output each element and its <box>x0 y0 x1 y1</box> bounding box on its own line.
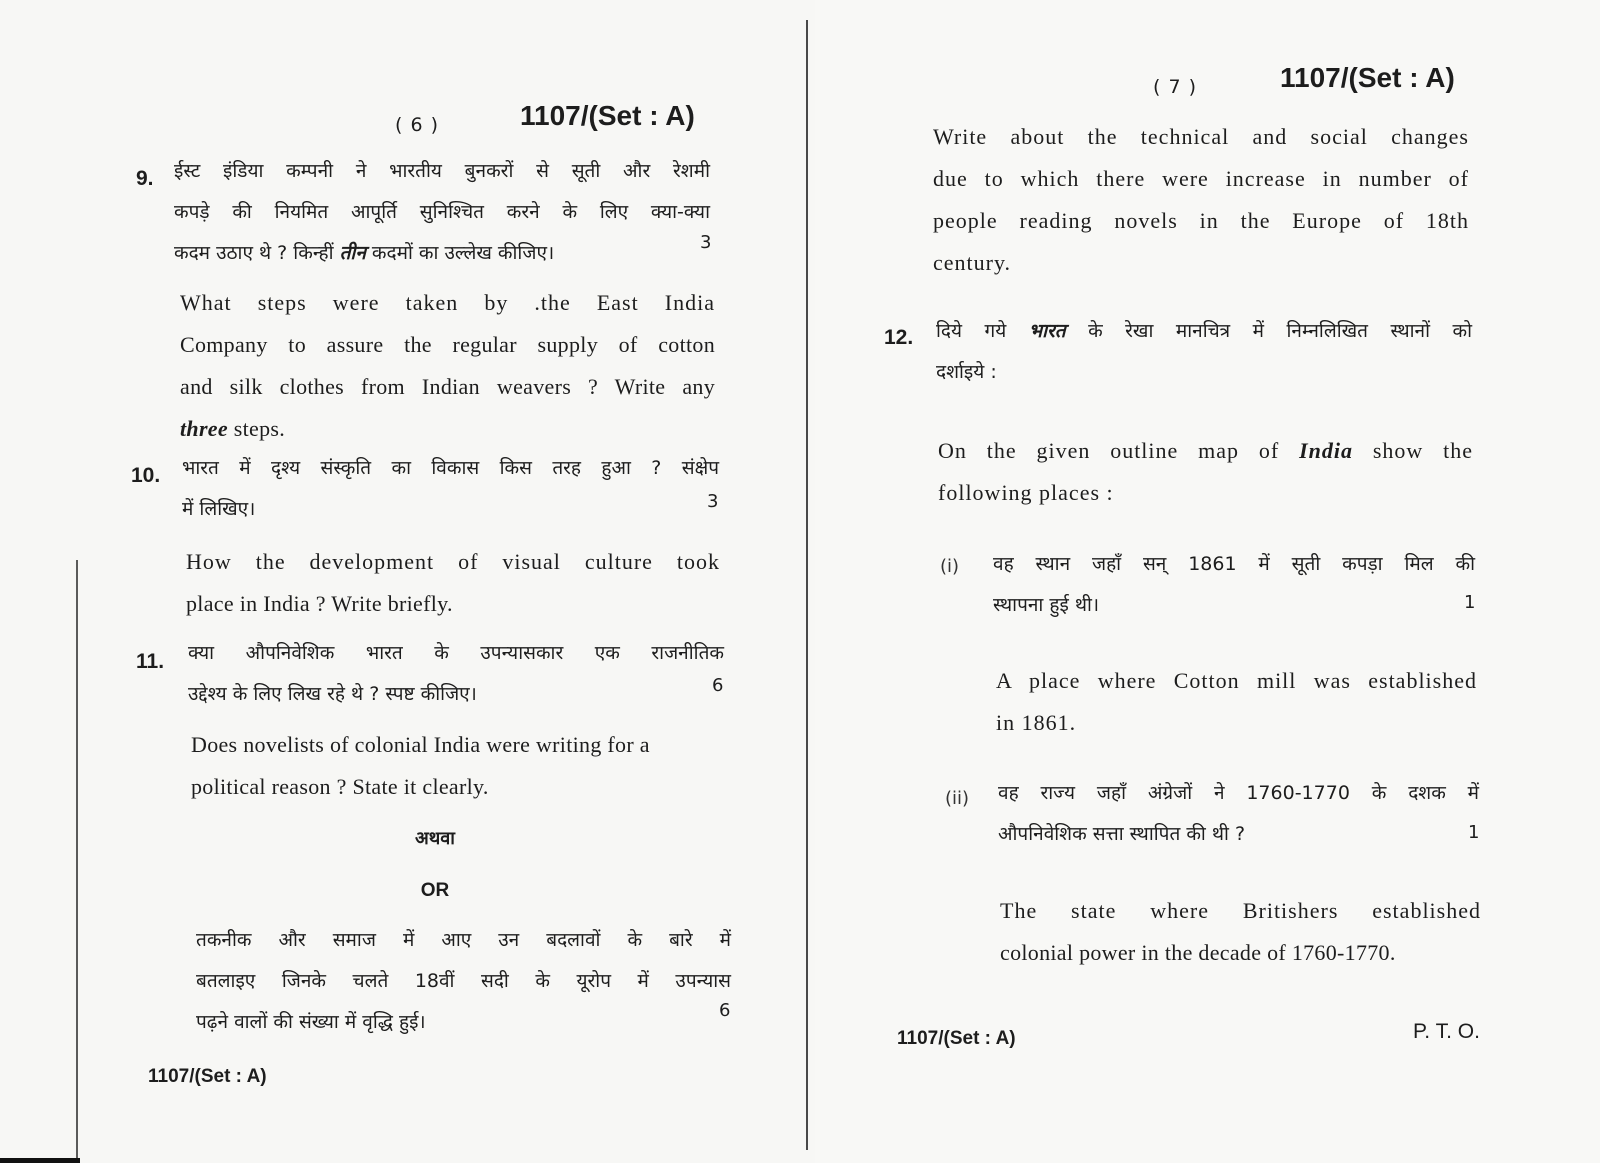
q11-alt-english-line1: Write about the technical and social changes <box>933 124 1469 149</box>
q12-i-hindi-line2: स्थापना हुई थी। <box>993 594 1100 616</box>
q11-hindi <box>188 633 724 715</box>
q9-english-line4 <box>180 408 715 450</box>
q9-english-line1: What steps were taken by .the East India <box>180 290 715 315</box>
q12-hindi-line1-pre: दिये गये <box>936 320 1007 342</box>
q11-alt-hindi-line2: बतलाइए जिनके चलते 18वीं सदी के यूरोप में उपन्यास <box>196 970 731 992</box>
q9-hindi-line1: ईस्ट इंडिया कम्पनी ने भारतीय बुनकरों से सूती और रेशमी <box>174 160 710 182</box>
q12-ii-english <box>1000 890 1481 974</box>
q12-ii-hindi-line1: वह राज्य जहाँ अंग्रेजों ने 1760-1770 के दशक में <box>998 782 1479 804</box>
q11-alt-english-line3: people reading novels in the Europe of 18th <box>933 208 1469 233</box>
q9-hindi <box>174 151 710 274</box>
q9-hindi-line3-post: कदमों का उल्लेख कीजिए। <box>371 242 555 264</box>
q10-marks: 3 <box>707 491 719 512</box>
q12-hindi-line2: दर्शाइये : <box>936 361 997 383</box>
q12-english-line1-post: show the <box>1372 438 1474 463</box>
q9-hindi-line2: कपड़े की नियमित आपूर्ति सुनिश्चित करने के लिए क्या-क्या <box>174 201 710 223</box>
or-hindi: अथवा <box>415 828 455 849</box>
q12-i-hindi-line1: वह स्थान जहाँ सन् 1861 में सूती कपड़ा मिल की <box>993 553 1475 575</box>
left-footer-code: 1107/(Set : A) <box>148 1066 267 1087</box>
q12-english-line1-pre: On the given outline map of <box>938 438 1280 463</box>
page-gutter <box>806 20 808 1150</box>
q11-marks: 6 <box>712 675 724 696</box>
q11-hindi-line1: क्या औपनिवेशिक भारत के उपन्यासकार एक राजनीतिक <box>188 642 724 664</box>
scan-border <box>0 1158 80 1163</box>
q12-i-hindi <box>993 544 1475 626</box>
right-page-number: ( 7 ) <box>1153 76 1197 98</box>
right-header-code: 1107/(Set : A) <box>1280 62 1455 93</box>
q11-alt-english <box>933 116 1469 284</box>
q12-english-line1 <box>938 430 1473 472</box>
q12-number: 12. <box>884 326 914 349</box>
q12-ii-english-line1: The state where Britishers established <box>1000 898 1481 923</box>
q11-hindi-line2: उद्देश्य के लिए लिख रहे थे ? स्पष्ट कीजिए। <box>188 683 477 705</box>
scan-edge <box>76 560 78 1163</box>
q10-number: 10. <box>131 464 161 487</box>
left-page-number: ( 6 ) <box>395 114 439 136</box>
q12-i-english-line1: A place where Cotton mill was established <box>996 668 1477 693</box>
q9-number: 9. <box>136 167 154 190</box>
q11-alt-marks: 6 <box>719 1000 731 1021</box>
q12-ii-english-line2: colonial power in the decade of 1760-1770. <box>1000 940 1396 965</box>
q12-hindi-line1 <box>936 311 1472 352</box>
q9-english-line2: Company to assure the regular supply of cotton <box>180 332 715 357</box>
q11-alt-hindi-line3: पढ़ने वालों की संख्या में वृद्धि हुई। <box>196 1011 426 1033</box>
q9-english-line4-post: steps. <box>233 416 286 441</box>
q12-i-marks: 1 <box>1464 592 1476 613</box>
q9-hindi-line3-emph: तीन <box>339 242 366 264</box>
q11-english <box>191 724 731 808</box>
pto-label: P. T. O. <box>1413 1020 1480 1043</box>
q10-english-line2: place in India ? Write briefly. <box>186 591 453 616</box>
q12-english <box>938 430 1473 514</box>
q12-ii-hindi-line2: औपनिवेशिक सत्ता स्थापित की थी ? <box>998 823 1246 845</box>
q12-i-english-line2: in 1861. <box>996 710 1077 735</box>
q11-alt-english-line4: century. <box>933 250 1012 275</box>
q12-english-emph: India <box>1299 438 1353 463</box>
q11-english-line2: political reason ? State it clearly. <box>191 774 489 799</box>
q12-ii-label: (ii) <box>945 788 970 809</box>
q9-marks: 3 <box>700 232 712 253</box>
q9-hindi-line3-pre: कदम उठाए थे ? किन्हीं <box>174 242 334 264</box>
q12-i-label: (i) <box>940 556 960 577</box>
q11-number: 11. <box>136 650 165 673</box>
q9-english-line3: and silk clothes from Indian weavers ? Write any <box>180 374 715 399</box>
q11-alt-hindi-line1: तकनीक और समाज में आए उन बदलावों के बारे में <box>196 929 731 951</box>
q12-hindi-line1-post: के रेखा मानचित्र में निम्नलिखित स्थानों को <box>1088 320 1472 342</box>
or-english: OR <box>420 880 450 901</box>
q12-hindi <box>936 311 1472 393</box>
q12-i-english <box>996 660 1477 744</box>
q12-ii-hindi <box>998 773 1479 855</box>
q10-english <box>186 541 720 625</box>
q11-alt-english-line2: due to which there were increase in number of <box>933 166 1469 191</box>
q9-english-emph: three <box>180 416 228 441</box>
right-footer-code: 1107/(Set : A) <box>897 1028 1016 1049</box>
q10-hindi-line1: भारत में दृश्य संस्कृति का विकास किस तरह हुआ ? संक्षेप <box>182 457 719 479</box>
q10-hindi <box>182 448 719 530</box>
q12-ii-marks: 1 <box>1468 822 1480 843</box>
q12-hindi-line1-emph: भारत <box>1028 320 1066 342</box>
left-header-code: 1107/(Set : A) <box>520 100 695 131</box>
q11-alt-hindi <box>196 920 731 1043</box>
q9-english <box>180 282 715 450</box>
q10-english-line1: How the development of visual culture took <box>186 549 720 574</box>
q11-english-line1: Does novelists of colonial India were writing for a <box>191 732 650 757</box>
q9-hindi-line3 <box>174 233 710 274</box>
q12-english-line2: following places : <box>938 480 1114 505</box>
q10-hindi-line2: में लिखिए। <box>182 498 256 520</box>
